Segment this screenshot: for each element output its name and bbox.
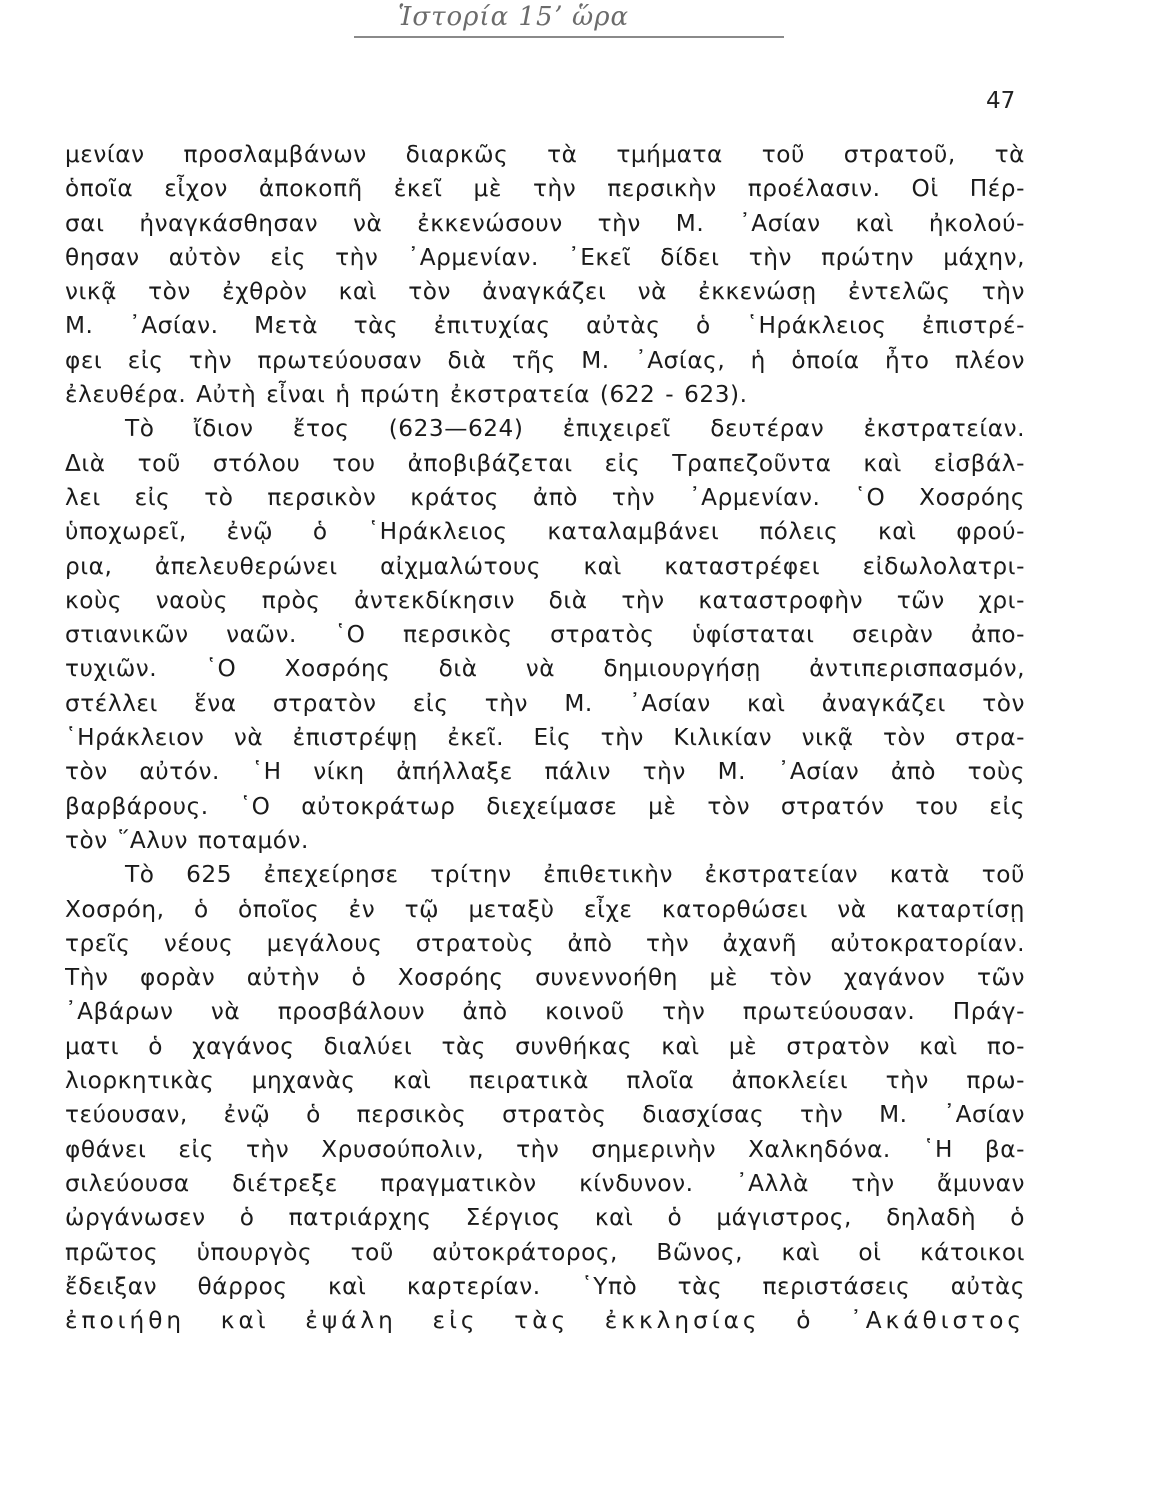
text-line-26: ᾿Αβάρων νὰ προσβάλουν ἀπὸ κοινοῦ τὴν πρωτεύουσαν. Πράγ- <box>65 998 1025 1026</box>
text-line-1: μενίαν προσλαμβάνων διαρκῶς τὰ τμήματα τοῦ στρατοῦ, τὰ <box>65 141 1025 168</box>
text-line-5: νικᾷ τὸν ἐχθρὸν καὶ τὸν ἀναγκάζει νὰ ἐκκενώσῃ ἐντελῶς τὴν <box>65 278 1025 306</box>
text-line-29: τεύουσαν, ἐνῷ ὁ περσικὸς στρατὸς διασχίσας τὴν Μ. ᾿Ασίαν <box>65 1101 1025 1129</box>
text-line-15: στιανικῶν ναῶν. ῾Ο περσικὸς στρατὸς ὑφίσταται σειρὰν ἀπο- <box>65 621 1025 649</box>
text-line-21: τὸν ῞Αλυν ποταμόν. <box>65 826 309 854</box>
text-line-31: σιλεύουσα διέτρεξε πραγματικὸν κίνδυνον. ᾿Αλλὰ τὴν ἄμυναν <box>65 1169 1025 1197</box>
text-line-16: τυχιῶν. ῾Ο Χοσρόης διὰ νὰ δημιουργήσῃ ἀντιπερισπασμόν, <box>65 655 1025 683</box>
text-line-2: ὁποῖα εἶχον ἀποκοπῆ ἐκεῖ μὲ τὴν περσικὴν προέλασιν. Οἱ Πέρ- <box>65 175 1025 203</box>
text-line-23: Χοσρόη, ὁ ὁποῖος ἐν τῷ μεταξὺ εἶχε κατορθώσει νὰ καταρτίσῃ <box>65 895 1025 923</box>
text-line-24: τρεῖς νέους μεγάλους στρατοὺς ἀπὸ τὴν ἀχανῆ αὐτοκρατορίαν. <box>65 929 1025 957</box>
annotation-underline <box>354 36 784 38</box>
text-line-33: πρῶτος ὑπουργὸς τοῦ αὐτοκράτορος, Βῶνος, καὶ οἱ κάτοικοι <box>65 1238 1025 1266</box>
handwritten-annotation <box>398 0 788 44</box>
text-line-10: Διὰ τοῦ στόλου του ἀποβιβάζεται εἰς Τραπεζοῦντα καὶ εἰσβάλ- <box>65 449 1025 477</box>
text-line-6: Μ. ᾿Ασίαν. Μετὰ τὰς ἐπιτυχίας αὐτὰς ὁ ῾Ηράκλειος ἐπιστρέ- <box>65 312 1025 340</box>
text-line-19: τὸν αὐτόν. ῾Η νίκη ἀπήλλαξε πάλιν τὴν Μ. ᾿Ασίαν ἀπὸ τοὺς <box>65 758 1025 786</box>
text-line-28: λιορκητικὰς μηχανὰς καὶ πειρατικὰ πλοῖα ἀποκλείει τὴν πρω- <box>65 1067 1025 1095</box>
text-line-8: ἐλευθέρα. Αὐτὴ εἶναι ἡ πρώτη ἐκστρατεία (622 - 623). <box>65 381 748 409</box>
text-line-30: φθάνει εἰς τὴν Χρυσούπολιν, τὴν σημερινὴν Χαλκηδόνα. ῾Η βα- <box>65 1135 1025 1163</box>
body-text <box>65 138 1025 1338</box>
page-number: 47 <box>986 88 1016 114</box>
text-line-18: ῾Ηράκλειον νὰ ἐπιστρέψῃ ἐκεῖ. Εἰς τὴν Κιλικίαν νικᾷ τὸν στρα- <box>65 724 1025 752</box>
text-line-20: βαρβάρους. ῾Ο αὐτοκράτωρ διεχείμασε μὲ τὸν στρατόν του εἰς <box>65 792 1025 820</box>
text-line-25: Τὴν φορὰν αὐτὴν ὁ Χοσρόης συνεννοήθη μὲ τὸν χαγάνον τῶν <box>65 964 1025 992</box>
text-line-35: ἐποιήθη καὶ ἐψάλη εἰς τὰς ἐκκλησίας ὁ ᾿Ακάθιστος <box>65 1307 1025 1335</box>
text-line-32: ὠργάνωσεν ὁ πατριάρχης Σέργιος καὶ ὁ μάγιστρος, δηλαδὴ ὁ <box>65 1204 1025 1232</box>
text-line-3: σαι ἠναγκάσθησαν νὰ ἐκκενώσουν τὴν Μ. ᾿Ασίαν καὶ ἠκολού- <box>65 209 1025 237</box>
text-line-13: ρια, ἀπελευθερώνει αἰχμαλώτους καὶ καταστρέφει εἰδωλολατρι- <box>65 552 1025 580</box>
text-line-17: στέλλει ἕνα στρατὸν εἰς τὴν Μ. ᾿Ασίαν καὶ ἀναγκάζει τὸν <box>65 689 1025 717</box>
text-line-12: ὑποχωρεῖ, ἐνῷ ὁ ῾Ηράκλειος καταλαμβάνει πόλεις καὶ φρού- <box>65 518 1025 546</box>
text-line-11: λει εἰς τὸ περσικὸν κράτος ἀπὸ τὴν ᾿Αρμενίαν. ῾Ο Χοσρόης <box>65 483 1025 511</box>
text-line-14: κοὺς ναοὺς πρὸς ἀντεκδίκησιν διὰ τὴν καταστροφὴν τῶν χρι- <box>65 586 1025 614</box>
text-line-34: ἔδειξαν θάρρος καὶ καρτερίαν. ῾Υπὸ τὰς περιστάσεις αὐτὰς <box>65 1272 1025 1300</box>
text-line-4: θησαν αὐτὸν εἰς τὴν ᾿Αρμενίαν. ᾿Εκεῖ δίδει τὴν πρώτην μάχην, <box>65 243 1025 271</box>
text-line-9: Τὸ ἴδιον ἔτος (623—624) ἐπιχειρεῖ δευτέραν ἐκστρατείαν. <box>125 415 1025 443</box>
text-line-27: ματι ὁ χαγάνος διαλύει τὰς συνθήκας καὶ μὲ στρατὸν καὶ πο- <box>65 1032 1025 1060</box>
handwritten-note: Ἱστορία 15ʼ ὥρα <box>398 2 630 32</box>
text-line-22: Τὸ 625 ἐπεχείρησε τρίτην ἐπιθετικὴν ἐκστρατείαν κατὰ τοῦ <box>125 861 1025 889</box>
text-line-7: φει εἰς τὴν πρωτεύουσαν διὰ τῆς Μ. ᾿Ασίας, ἡ ὁποία ἦτο πλέον <box>65 346 1025 374</box>
